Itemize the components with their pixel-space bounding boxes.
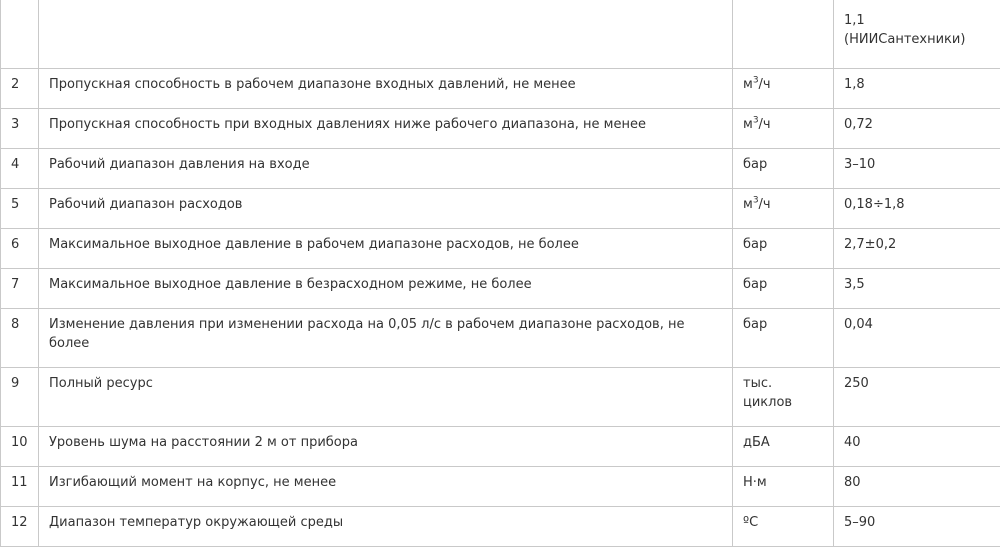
row-number-cell: 12: [1, 507, 39, 547]
table-row: [1, 0, 1000, 69]
row-number-cell: 7: [1, 269, 39, 309]
value-cell: 5–90: [834, 507, 1000, 547]
table-row: [1, 109, 1000, 149]
table-row: [1, 507, 1000, 547]
table-row: [1, 309, 1000, 368]
row-number-cell: 2: [1, 69, 39, 109]
row-number-cell: 3: [1, 109, 39, 149]
unit-cell: бар: [733, 149, 834, 189]
table-row: [1, 467, 1000, 507]
row-number-cell: [1, 0, 39, 69]
value-cell: 40: [834, 427, 1000, 467]
table-row: [1, 427, 1000, 467]
unit-cell: $м^3/ч$: [733, 189, 834, 229]
value-cell: 250: [834, 368, 1000, 427]
parameter-name-cell: Пропускная способность в рабочем диапазоне входных давлений, не менее: [39, 69, 733, 109]
value-line: 1,1: [844, 11, 990, 30]
parameter-name-cell: Пропускная способность при входных давлениях ниже рабочего диапазона, не менее: [39, 109, 733, 149]
parameter-name-cell: Изменение давления при изменении расхода на 0,05 л/с в рабочем диапазоне расходов, не более: [39, 309, 733, 368]
parameter-name-cell: Диапазон температур окружающей среды: [39, 507, 733, 547]
row-number-cell: 9: [1, 368, 39, 427]
parameter-name-cell: Максимальное выходное давление в безрасходном режиме, не более: [39, 269, 733, 309]
parameter-name-cell: Изгибающий момент на корпус, не менее: [39, 467, 733, 507]
row-number-cell: 6: [1, 229, 39, 269]
value-line: (НИИСантехники): [844, 30, 990, 49]
unit-cell: дБА: [733, 427, 834, 467]
value-cell: 1,8: [834, 69, 1000, 109]
unit-cell: ºС: [733, 507, 834, 547]
unit-cell: $м^3/ч$: [733, 109, 834, 149]
parameter-name-cell: [39, 0, 733, 69]
row-number-cell: 4: [1, 149, 39, 189]
row-number-cell: 8: [1, 309, 39, 368]
unit-cell: бар: [733, 229, 834, 269]
table-row: [1, 189, 1000, 229]
table-row: [1, 229, 1000, 269]
table-row: [1, 149, 1000, 189]
row-number-cell: 11: [1, 467, 39, 507]
value-cell: 0,18÷1,8: [834, 189, 1000, 229]
unit-cell: бар: [733, 309, 834, 368]
parameter-name-cell: Уровень шума на расстоянии 2 м от прибора: [39, 427, 733, 467]
unit-cell: [733, 0, 834, 69]
parameter-name-cell: Полный ресурс: [39, 368, 733, 427]
row-number-cell: 5: [1, 189, 39, 229]
parameter-name-cell: Максимальное выходное давление в рабочем диапазоне расходов, не более: [39, 229, 733, 269]
value-cell: 3,5: [834, 269, 1000, 309]
unit-cell: бар: [733, 269, 834, 309]
parameter-name-cell: Рабочий диапазон давления на входе: [39, 149, 733, 189]
table-row: [1, 269, 1000, 309]
value-cell: 0,72: [834, 109, 1000, 149]
table-row: [1, 69, 1000, 109]
value-cell: 80: [834, 467, 1000, 507]
unit-cell: $м^3/ч$: [733, 69, 834, 109]
value-cell: 0,04: [834, 309, 1000, 368]
unit-cell: Н·м: [733, 467, 834, 507]
value-cell: 2,7±0,2: [834, 229, 1000, 269]
value-cell: [834, 0, 1000, 69]
table-row: [1, 368, 1000, 427]
parameter-name-cell: Рабочий диапазон расходов: [39, 189, 733, 229]
row-number-cell: 10: [1, 427, 39, 467]
unit-cell: тыс. циклов: [733, 368, 834, 427]
value-cell: 3–10: [834, 149, 1000, 189]
